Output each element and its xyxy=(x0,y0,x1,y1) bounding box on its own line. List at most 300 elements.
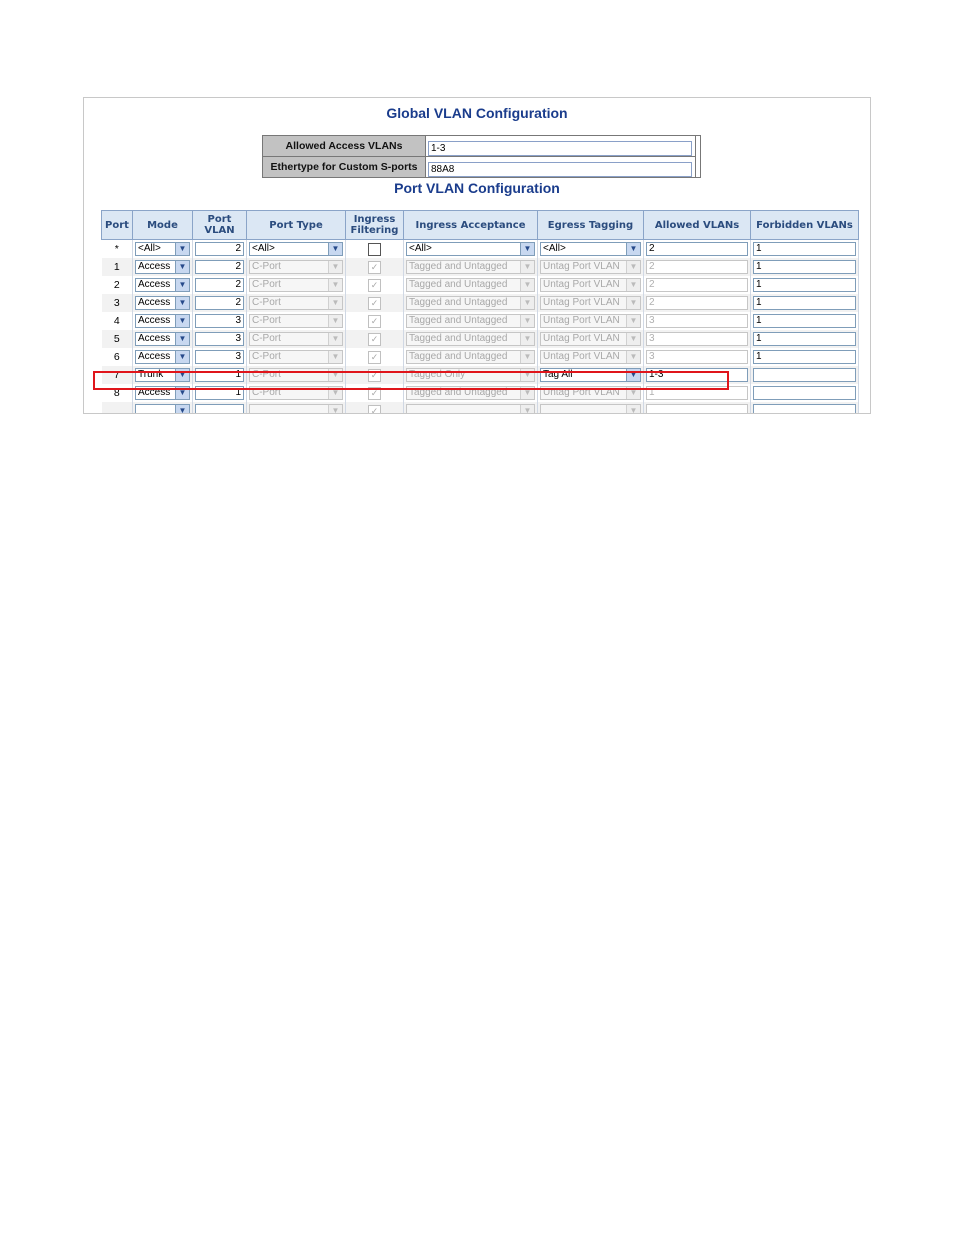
port-number xyxy=(102,402,133,414)
ingress-acceptance-select[interactable] xyxy=(406,368,535,382)
mode-cell xyxy=(133,258,193,276)
forbidden-vlans-input[interactable] xyxy=(753,314,856,328)
port-type-select[interactable] xyxy=(249,314,343,328)
mode-select[interactable] xyxy=(135,386,190,400)
ingress-acceptance-cell xyxy=(404,330,538,348)
chevron-down-icon[interactable]: ▼ xyxy=(520,333,534,345)
mode-select[interactable] xyxy=(135,242,190,256)
port-vlan-cell xyxy=(193,402,247,414)
forbidden-vlans-cell xyxy=(751,276,859,294)
ingress-acceptance-cell xyxy=(404,258,538,276)
table-row xyxy=(102,330,859,348)
port-number: 1 xyxy=(102,258,133,276)
egress-tagging-cell xyxy=(538,312,644,330)
chevron-down-icon[interactable]: ▼ xyxy=(328,369,342,381)
port-vlan-input-value: 3 xyxy=(235,333,241,344)
egress-tagging-cell xyxy=(538,366,644,384)
egress-tagging-select[interactable] xyxy=(540,350,641,364)
allowed-vlans-input[interactable] xyxy=(646,278,748,292)
port-vlan-input-value: 2 xyxy=(235,261,241,272)
allowed-vlans-cell xyxy=(644,312,751,330)
egress-tagging-select-value: Untag Port VLAN xyxy=(543,279,620,290)
chevron-down-icon[interactable]: ▼ xyxy=(175,333,189,345)
ingress-acceptance-cell xyxy=(404,294,538,312)
allowed-vlans-cell xyxy=(644,240,751,259)
port-type-select-value: C-Port xyxy=(252,315,281,326)
ingress-filtering-cell xyxy=(346,384,404,402)
chevron-down-icon[interactable]: ▼ xyxy=(175,261,189,273)
mode-select[interactable] xyxy=(135,296,190,310)
ethertype-cell xyxy=(426,157,696,178)
allowed-vlans-cell xyxy=(644,366,751,384)
mode-cell xyxy=(133,276,193,294)
chevron-down-icon[interactable]: ▼ xyxy=(626,351,640,363)
chevron-down-icon[interactable]: ▼ xyxy=(520,261,534,273)
chevron-down-icon[interactable]: ▼ xyxy=(520,405,534,414)
table-row xyxy=(102,258,859,276)
chevron-down-icon[interactable]: ▼ xyxy=(175,243,189,255)
forbidden-vlans-cell xyxy=(751,240,859,259)
port-vlan-input-value: 2 xyxy=(235,279,241,290)
egress-tagging-cell xyxy=(538,276,644,294)
ingress-acceptance-select-value: <All> xyxy=(409,243,432,254)
port-type-select-value: C-Port xyxy=(252,297,281,308)
ingress-filtering-cell xyxy=(346,276,404,294)
table-row xyxy=(102,384,859,402)
port-vlan-input[interactable] xyxy=(195,368,244,382)
forbidden-vlans-cell xyxy=(751,384,859,402)
port-type-select-value: C-Port xyxy=(252,387,281,398)
checkbox-icon[interactable] xyxy=(368,243,381,256)
mode-select[interactable] xyxy=(135,314,190,328)
forbidden-vlans-input-value: 1 xyxy=(756,261,762,272)
ingress-acceptance-select-value: Tagged and Untagged xyxy=(409,387,508,398)
ingress-filtering-cell xyxy=(346,348,404,366)
forbidden-vlans-input[interactable] xyxy=(753,260,856,274)
egress-tagging-select-value: Untag Port VLAN xyxy=(543,261,620,272)
port-type-select-value: <All> xyxy=(252,243,275,254)
mode-cell xyxy=(133,348,193,366)
allowed-vlans-input-value: 2 xyxy=(649,243,655,254)
port-type-cell xyxy=(247,330,346,348)
port-type-select[interactable] xyxy=(249,368,343,382)
chevron-down-icon[interactable]: ▼ xyxy=(520,243,534,255)
mode-select-value: Trunk xyxy=(138,369,164,380)
allowed-vlans-cell xyxy=(644,348,751,366)
table-edge xyxy=(696,136,701,178)
egress-tagging-cell xyxy=(538,240,644,259)
chevron-down-icon[interactable]: ▼ xyxy=(626,279,640,291)
port-type-cell xyxy=(247,384,346,402)
header-row xyxy=(102,211,859,240)
forbidden-vlans-cell xyxy=(751,294,859,312)
ingress-acceptance-select[interactable] xyxy=(406,386,535,400)
port-number: 5 xyxy=(102,330,133,348)
header-port: Port xyxy=(102,211,133,240)
port-type-cell xyxy=(247,348,346,366)
ingress-acceptance-select[interactable] xyxy=(406,314,535,328)
chevron-down-icon[interactable]: ▼ xyxy=(328,279,342,291)
mode-cell xyxy=(133,294,193,312)
ingress-acceptance-select-value: Tagged and Untagged xyxy=(409,333,508,344)
port-vlan-input[interactable] xyxy=(195,332,244,346)
forbidden-vlans-input[interactable] xyxy=(753,368,856,382)
port-vlan-input[interactable] xyxy=(195,260,244,274)
egress-tagging-select[interactable] xyxy=(540,278,641,292)
forbidden-vlans-input[interactable] xyxy=(753,242,856,256)
mode-select-value: Access xyxy=(138,297,171,308)
mode-cell xyxy=(133,402,193,414)
forbidden-vlans-cell xyxy=(751,366,859,384)
egress-tagging-cell xyxy=(538,330,644,348)
port-vlan-cell xyxy=(193,312,247,330)
chevron-down-icon[interactable]: ▼ xyxy=(175,405,189,414)
allowed-vlans-input-value: 2 xyxy=(649,261,655,272)
ingress-acceptance-select-value: Tagged and Untagged xyxy=(409,279,508,290)
forbidden-vlans-cell xyxy=(751,402,859,414)
chevron-down-icon[interactable]: ▼ xyxy=(328,243,342,255)
chevron-down-icon[interactable]: ▼ xyxy=(328,261,342,273)
header-forbidden-vlans: Forbidden VLANs xyxy=(751,211,859,240)
allowed-access-vlans-input[interactable] xyxy=(428,141,692,156)
mode-select[interactable] xyxy=(135,404,190,414)
port-vlan-input[interactable] xyxy=(195,242,244,256)
allowed-vlans-input-value: 3 xyxy=(649,333,655,344)
forbidden-vlans-input[interactable] xyxy=(753,332,856,346)
port-vlan-input[interactable] xyxy=(195,296,244,310)
egress-tagging-cell xyxy=(538,258,644,276)
allowed-vlans-input[interactable] xyxy=(646,314,748,328)
checkbox-icon[interactable]: ✓ xyxy=(368,297,381,310)
port-type-select[interactable] xyxy=(249,404,343,414)
allowed-vlans-input-value: 3 xyxy=(649,351,655,362)
forbidden-vlans-input[interactable] xyxy=(753,386,856,400)
checkbox-icon[interactable]: ✓ xyxy=(368,279,381,292)
port-type-select-value: C-Port xyxy=(252,333,281,344)
table-row xyxy=(102,240,859,259)
ingress-filtering-cell xyxy=(346,366,404,384)
table-row xyxy=(102,294,859,312)
chevron-down-icon[interactable]: ▼ xyxy=(328,405,342,414)
allowed-vlans-input[interactable] xyxy=(646,296,748,310)
ingress-acceptance-cell xyxy=(404,384,538,402)
ingress-acceptance-select[interactable] xyxy=(406,278,535,292)
port-type-select[interactable] xyxy=(249,278,343,292)
port-type-cell xyxy=(247,240,346,259)
ingress-acceptance-select[interactable] xyxy=(406,350,535,364)
header-mode: Mode xyxy=(133,211,193,240)
mode-cell xyxy=(133,384,193,402)
port-type-select[interactable] xyxy=(249,260,343,274)
vlan-config-panel xyxy=(83,97,871,414)
table-row xyxy=(102,402,859,414)
port-type-select-value: C-Port xyxy=(252,351,281,362)
allowed-vlans-input-value: 2 xyxy=(649,279,655,290)
egress-tagging-select[interactable] xyxy=(540,242,641,256)
port-type-select[interactable] xyxy=(249,242,343,256)
allowed-vlans-cell xyxy=(644,258,751,276)
allowed-vlans-input[interactable] xyxy=(646,368,748,382)
port-number: 4 xyxy=(102,312,133,330)
allowed-vlans-input[interactable] xyxy=(646,350,748,364)
port-vlan-cell xyxy=(193,276,247,294)
checkbox-icon[interactable]: ✓ xyxy=(368,333,381,346)
mode-cell xyxy=(133,330,193,348)
port-type-select-value: C-Port xyxy=(252,369,281,380)
ethertype-label: Ethertype for Custom S-ports xyxy=(263,157,426,178)
port-vlan-input-value: 1 xyxy=(235,369,241,380)
mode-select-value: Access xyxy=(138,387,171,398)
chevron-down-icon[interactable]: ▼ xyxy=(520,315,534,327)
ingress-acceptance-select[interactable] xyxy=(406,404,535,414)
chevron-down-icon[interactable]: ▼ xyxy=(328,315,342,327)
chevron-down-icon[interactable]: ▼ xyxy=(328,333,342,345)
mode-select-value: Access xyxy=(138,279,171,290)
ingress-acceptance-select-value: Tagged and Untagged xyxy=(409,261,508,272)
ingress-filtering-cell xyxy=(346,312,404,330)
chevron-down-icon[interactable]: ▼ xyxy=(626,333,640,345)
ingress-acceptance-select[interactable] xyxy=(406,332,535,346)
chevron-down-icon[interactable]: ▼ xyxy=(626,369,640,381)
port-vlan-input-value: 3 xyxy=(235,315,241,326)
chevron-down-icon[interactable]: ▼ xyxy=(520,297,534,309)
allowed-vlans-cell xyxy=(644,384,751,402)
allowed-vlans-input[interactable] xyxy=(646,404,748,414)
mode-select-value: <All> xyxy=(138,243,161,254)
chevron-down-icon[interactable]: ▼ xyxy=(175,351,189,363)
port-vlan-table xyxy=(101,210,859,414)
ingress-acceptance-cell xyxy=(404,312,538,330)
ethertype-row xyxy=(263,157,701,178)
egress-tagging-select[interactable] xyxy=(540,386,641,400)
port-vlan-cell xyxy=(193,366,247,384)
egress-tagging-select[interactable] xyxy=(540,296,641,310)
forbidden-vlans-input-value: 1 xyxy=(756,333,762,344)
egress-tagging-cell xyxy=(538,348,644,366)
ingress-acceptance-cell xyxy=(404,402,538,414)
allowed-vlans-cell xyxy=(644,276,751,294)
port-type-cell xyxy=(247,276,346,294)
port-vlan-cell xyxy=(193,258,247,276)
chevron-down-icon[interactable]: ▼ xyxy=(520,387,534,399)
checkbox-icon[interactable]: ✓ xyxy=(368,315,381,328)
allowed-vlans-input-value: 2 xyxy=(649,297,655,308)
egress-tagging-cell xyxy=(538,384,644,402)
ingress-filtering-cell xyxy=(346,294,404,312)
ingress-acceptance-select-value: Tagged and Untagged xyxy=(409,297,508,308)
table-row xyxy=(102,366,859,384)
mode-cell xyxy=(133,240,193,259)
mode-select[interactable] xyxy=(135,368,190,382)
port-vlan-input-value: 1 xyxy=(235,387,241,398)
header-port-vlan: Port VLAN xyxy=(193,211,247,240)
mode-select-value: Access xyxy=(138,333,171,344)
chevron-down-icon[interactable]: ▼ xyxy=(626,315,640,327)
ingress-acceptance-select-value: Tagged Only xyxy=(409,369,466,380)
chevron-down-icon[interactable]: ▼ xyxy=(520,369,534,381)
checkbox-icon[interactable]: ✓ xyxy=(368,261,381,274)
egress-tagging-select[interactable] xyxy=(540,404,641,414)
forbidden-vlans-cell xyxy=(751,330,859,348)
forbidden-vlans-cell xyxy=(751,348,859,366)
ingress-acceptance-select[interactable] xyxy=(406,296,535,310)
egress-tagging-cell xyxy=(538,402,644,414)
mode-select-value: Access xyxy=(138,351,171,362)
chevron-down-icon[interactable]: ▼ xyxy=(520,351,534,363)
egress-tagging-select-value: Untag Port VLAN xyxy=(543,297,620,308)
chevron-down-icon[interactable]: ▼ xyxy=(175,297,189,309)
allowed-vlans-input-value: 1-3 xyxy=(649,369,664,380)
global-vlan-title: Global VLAN Configuration xyxy=(386,105,568,121)
allowed-vlans-input[interactable] xyxy=(646,242,748,256)
chevron-down-icon[interactable]: ▼ xyxy=(175,387,189,399)
allowed-vlans-input-value: 3 xyxy=(649,315,655,326)
forbidden-vlans-input-value: 1 xyxy=(756,315,762,326)
ingress-filtering-cell xyxy=(346,402,404,414)
port-type-cell xyxy=(247,312,346,330)
chevron-down-icon[interactable]: ▼ xyxy=(626,387,640,399)
egress-tagging-select-value: Untag Port VLAN xyxy=(543,351,620,362)
port-type-select[interactable] xyxy=(249,386,343,400)
port-number: 6 xyxy=(102,348,133,366)
port-vlan-input[interactable] xyxy=(195,314,244,328)
chevron-down-icon[interactable]: ▼ xyxy=(328,297,342,309)
chevron-down-icon[interactable]: ▼ xyxy=(328,351,342,363)
forbidden-vlans-input-value: 1 xyxy=(756,297,762,308)
allowed-vlans-input[interactable] xyxy=(646,386,748,400)
port-vlan-input[interactable] xyxy=(195,404,244,414)
ingress-acceptance-select[interactable] xyxy=(406,242,535,256)
allowed-vlans-cell xyxy=(644,330,751,348)
ethertype-input[interactable] xyxy=(428,162,692,177)
allowed-vlans-cell xyxy=(644,294,751,312)
allowed-access-vlans-row xyxy=(263,136,701,157)
port-number: 8 xyxy=(102,384,133,402)
checkbox-icon[interactable]: ✓ xyxy=(368,369,381,382)
chevron-down-icon[interactable]: ▼ xyxy=(328,387,342,399)
port-vlan-input-value: 2 xyxy=(235,243,241,254)
egress-tagging-select[interactable] xyxy=(540,314,641,328)
ingress-acceptance-cell xyxy=(404,348,538,366)
port-vlan-input-value: 3 xyxy=(235,351,241,362)
port-vlan-input[interactable] xyxy=(195,278,244,292)
egress-tagging-select-value: <All> xyxy=(543,243,566,254)
port-type-cell xyxy=(247,402,346,414)
egress-tagging-select-value: Tag All xyxy=(543,369,573,380)
port-type-select-value: C-Port xyxy=(252,261,281,272)
mode-cell xyxy=(133,366,193,384)
header-port-type: Port Type xyxy=(247,211,346,240)
allowed-access-vlans-cell xyxy=(426,136,696,157)
checkbox-icon[interactable]: ✓ xyxy=(368,387,381,400)
egress-tagging-select-value: Untag Port VLAN xyxy=(543,315,620,326)
table-row xyxy=(102,348,859,366)
mode-select-value: Access xyxy=(138,261,171,272)
chevron-down-icon[interactable]: ▼ xyxy=(175,279,189,291)
chevron-down-icon[interactable]: ▼ xyxy=(626,243,640,255)
ingress-filtering-cell xyxy=(346,240,404,259)
forbidden-vlans-input[interactable] xyxy=(753,278,856,292)
port-type-select[interactable] xyxy=(249,332,343,346)
mode-cell xyxy=(133,312,193,330)
port-vlan-input[interactable] xyxy=(195,350,244,364)
forbidden-vlans-input[interactable] xyxy=(753,350,856,364)
forbidden-vlans-cell xyxy=(751,258,859,276)
port-type-cell xyxy=(247,366,346,384)
chevron-down-icon[interactable]: ▼ xyxy=(626,297,640,309)
header-egress-tagging: Egress Tagging xyxy=(538,211,644,240)
header-allowed-vlans: Allowed VLANs xyxy=(644,211,751,240)
checkbox-icon[interactable]: ✓ xyxy=(368,405,381,415)
allowed-access-vlans-label: Allowed Access VLANs xyxy=(263,136,426,157)
mode-select[interactable] xyxy=(135,332,190,346)
global-vlan-table xyxy=(262,135,701,178)
ingress-acceptance-select-value: Tagged and Untagged xyxy=(409,351,508,362)
port-type-select[interactable] xyxy=(249,296,343,310)
port-vlan-cell xyxy=(193,330,247,348)
header-ingress-acceptance: Ingress Acceptance xyxy=(404,211,538,240)
port-type-select[interactable] xyxy=(249,350,343,364)
ingress-filtering-cell xyxy=(346,330,404,348)
egress-tagging-select[interactable] xyxy=(540,368,641,382)
forbidden-vlans-cell xyxy=(751,312,859,330)
forbidden-vlans-input[interactable] xyxy=(753,404,856,414)
port-type-cell xyxy=(247,258,346,276)
port-number: 3 xyxy=(102,294,133,312)
port-vlan-cell xyxy=(193,240,247,259)
ingress-acceptance-cell xyxy=(404,276,538,294)
ingress-acceptance-cell xyxy=(404,366,538,384)
ingress-filtering-cell xyxy=(346,258,404,276)
port-type-select-value: C-Port xyxy=(252,279,281,290)
chevron-down-icon[interactable]: ▼ xyxy=(175,315,189,327)
chevron-down-icon[interactable]: ▼ xyxy=(175,369,189,381)
egress-tagging-cell xyxy=(538,294,644,312)
port-vlan-input[interactable] xyxy=(195,386,244,400)
forbidden-vlans-input-value: 1 xyxy=(756,351,762,362)
ingress-acceptance-select-value: Tagged and Untagged xyxy=(409,315,508,326)
allowed-vlans-input[interactable] xyxy=(646,260,748,274)
port-vlan-cell xyxy=(193,294,247,312)
mode-select[interactable] xyxy=(135,350,190,364)
egress-tagging-select-value: Untag Port VLAN xyxy=(543,387,620,398)
mode-select-value: Access xyxy=(138,315,171,326)
port-vlan-input-value: 2 xyxy=(235,297,241,308)
forbidden-vlans-input[interactable] xyxy=(753,296,856,310)
chevron-down-icon[interactable]: ▼ xyxy=(520,279,534,291)
egress-tagging-select[interactable] xyxy=(540,332,641,346)
table-row xyxy=(102,276,859,294)
port-type-cell xyxy=(247,294,346,312)
port-vlan-title: Port VLAN Configuration xyxy=(394,180,560,196)
ingress-acceptance-select[interactable] xyxy=(406,260,535,274)
checkbox-icon[interactable]: ✓ xyxy=(368,351,381,364)
port-rows xyxy=(102,240,859,415)
chevron-down-icon[interactable]: ▼ xyxy=(626,261,640,273)
port-number: * xyxy=(102,240,133,259)
mode-select[interactable] xyxy=(135,278,190,292)
port-vlan-cell xyxy=(193,348,247,366)
mode-select[interactable] xyxy=(135,260,190,274)
allowed-vlans-cell xyxy=(644,402,751,414)
chevron-down-icon[interactable]: ▼ xyxy=(626,405,640,414)
forbidden-vlans-input-value: 1 xyxy=(756,279,762,290)
port-number: 2 xyxy=(102,276,133,294)
egress-tagging-select[interactable] xyxy=(540,260,641,274)
header-ingress-filtering: Ingress Filtering xyxy=(346,211,404,240)
port-number: 7 xyxy=(102,366,133,384)
allowed-vlans-input[interactable] xyxy=(646,332,748,346)
